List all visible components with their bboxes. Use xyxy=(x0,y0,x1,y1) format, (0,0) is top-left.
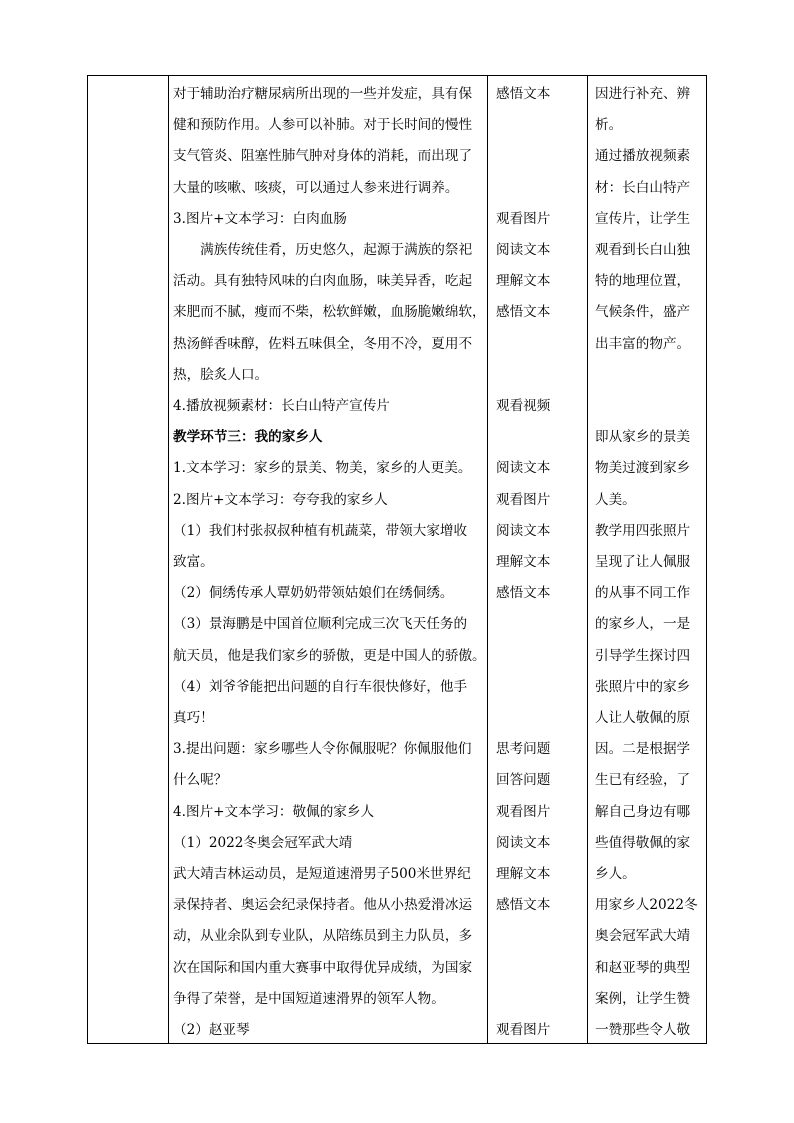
activity-line: 感悟文本 xyxy=(496,585,551,602)
content-line: 次在国际和国内重大赛事中取得优异成绩，为国家 xyxy=(173,959,473,976)
intent-line: 析。 xyxy=(595,117,623,134)
content-line: 争得了荣誉，是中国短道速滑界的领军人物。 xyxy=(173,990,445,1007)
intent-line: 出丰富的物产。 xyxy=(595,335,691,352)
intent-line: 乡人。 xyxy=(595,866,636,882)
activity-line: 阅读文本 xyxy=(496,522,551,539)
intent-line: 和赵亚琴的典型 xyxy=(595,959,691,976)
intent-line: 的从事不同工作 xyxy=(595,585,691,602)
activity-line: 感悟文本 xyxy=(496,304,551,321)
empty-column xyxy=(88,76,168,1043)
activity-line: 回答问题 xyxy=(496,772,551,789)
activity-line: 观看图片 xyxy=(496,1022,551,1038)
intent-line: 宣传片，让学生 xyxy=(595,210,691,227)
intent-line: 气候条件，盛产 xyxy=(595,304,691,321)
activity-line: 理解文本 xyxy=(496,554,551,570)
intent-line: 教学用四张照片 xyxy=(595,522,691,539)
lesson-plan-table xyxy=(87,75,707,1044)
activity-line: 观看图片 xyxy=(496,491,551,508)
content-line: 热汤鲜香味醇，佐料五味俱全，冬用不冷，夏用不 xyxy=(173,335,473,352)
teaching-content-column xyxy=(169,76,487,1043)
activity-line: 理解文本 xyxy=(496,866,551,882)
content-line: 致富。 xyxy=(173,554,214,570)
content-line: 活动。具有独特风味的白肉血肠，味美异香，吃起 xyxy=(173,273,473,290)
intent-line: 些值得敬佩的家 xyxy=(595,834,691,851)
intent-line: 案例，让学生赞 xyxy=(595,990,691,1007)
content-line: 来肥而不腻，瘦而不柴，松软鲜嫩，血肠脆嫩绵软， xyxy=(173,304,486,321)
content-line: 真巧！ xyxy=(173,710,214,726)
intent-line: 因。二是根据学 xyxy=(595,741,691,758)
intent-line: 生已有经验，了 xyxy=(595,772,691,789)
content-line: 大量的咳嗽、咳痰，可以通过人参来进行调养。 xyxy=(173,179,459,196)
activity-line: 理解文本 xyxy=(496,273,551,290)
content-line: （1）我们村张叔叔种植有机蔬菜，带领大家增收 xyxy=(173,522,468,539)
intent-line: 解自己身边有哪 xyxy=(595,803,691,820)
content-line: 支气管炎、阻塞性肺气肿对身体的消耗，而出现了 xyxy=(173,148,473,165)
activity-line: 阅读文本 xyxy=(496,834,551,851)
intent-line: 人美。 xyxy=(595,491,636,508)
intent-line: 因进行补充、辨 xyxy=(595,86,691,102)
section-heading: 教学环节三：我的家乡人 xyxy=(173,429,323,446)
intent-line: 特的地理位置， xyxy=(595,273,691,290)
intent-line: 引导学生探讨四 xyxy=(595,647,691,664)
activity-line: 阅读文本 xyxy=(496,460,551,477)
activity-line: 思考问题 xyxy=(496,741,551,758)
activity-line: 感悟文本 xyxy=(496,897,551,914)
intent-line: 一赞那些令人敬 xyxy=(595,1022,691,1038)
content-line: （3）景海鹏是中国首位顺利完成三次飞天任务的 xyxy=(173,616,468,633)
intent-line: 张照片中的家乡 xyxy=(595,678,691,695)
content-line: 满族传统佳肴，历史悠久，起源于满族的祭祀 xyxy=(173,242,473,258)
intent-line: 的家乡人，一是 xyxy=(595,616,691,633)
content-line: 动，从业余队到专业队，从陪练员到主力队员，多 xyxy=(173,928,473,945)
intent-line: 用家乡人2022冬 xyxy=(595,897,698,914)
content-line: 4.播放视频素材：长白山特产宣传片 xyxy=(173,398,390,414)
activity-line: 观看图片 xyxy=(496,210,551,227)
content-line: 航天员，他是我们家乡的骄傲，更是中国人的骄傲。 xyxy=(173,647,486,664)
content-line: 3.提出问题：家乡哪些人令你佩服呢？你佩服他们 xyxy=(173,741,472,758)
content-line: （2）赵亚琴 xyxy=(173,1022,250,1038)
intent-line: 呈现了让人佩服 xyxy=(595,554,691,570)
intent-line: 材：长白山特产 xyxy=(595,179,691,196)
activity-line: 阅读文本 xyxy=(496,242,551,258)
content-line: 3.图片+文本学习：白肉血肠 xyxy=(173,210,347,227)
intent-line: 人让人敬佩的原 xyxy=(595,710,691,726)
content-line: 2.图片+文本学习：夸夸我的家乡人 xyxy=(173,491,388,508)
content-line: 对于辅助治疗糖尿病所出现的一些并发症，具有保 xyxy=(173,86,473,102)
content-line: 什么呢？ xyxy=(173,772,228,789)
content-line: （1）2022冬奥会冠军武大靖 xyxy=(173,834,353,851)
intent-line: 通过播放视频素 xyxy=(595,148,691,165)
content-line: 健和预防作用。人参可以补肺。对于长时间的慢性 xyxy=(173,117,473,134)
content-line: （2）侗绣传承人覃奶奶带领姑娘们在绣侗绣。 xyxy=(173,585,454,602)
intent-line: 观看到长白山独 xyxy=(595,242,691,258)
activity-line: 观看图片 xyxy=(496,803,551,820)
student-activity-column xyxy=(488,76,587,1043)
design-intent-column xyxy=(588,76,706,1043)
content-line: 录保持者、奥运会纪录保持者。他从小热爱滑冰运 xyxy=(173,897,473,914)
intent-line: 奥会冠军武大靖 xyxy=(595,928,691,945)
intent-line: 即从家乡的景美 xyxy=(595,429,691,446)
content-line: 4.图片+文本学习：敬佩的家乡人 xyxy=(173,803,375,820)
content-line: 武大靖吉林运动员，是短道速滑男子500米世界纪 xyxy=(173,866,471,882)
activity-line: 感悟文本 xyxy=(496,86,551,102)
content-line: （4）刘爷爷能把出问题的自行车很快修好，他手 xyxy=(173,678,468,695)
activity-line: 观看视频 xyxy=(496,398,551,414)
content-line: 热，脍炙人口。 xyxy=(173,366,269,383)
intent-line: 物美过渡到家乡 xyxy=(595,460,691,477)
content-line: 1.文本学习：家乡的景美、物美，家乡的人更美。 xyxy=(173,460,472,477)
